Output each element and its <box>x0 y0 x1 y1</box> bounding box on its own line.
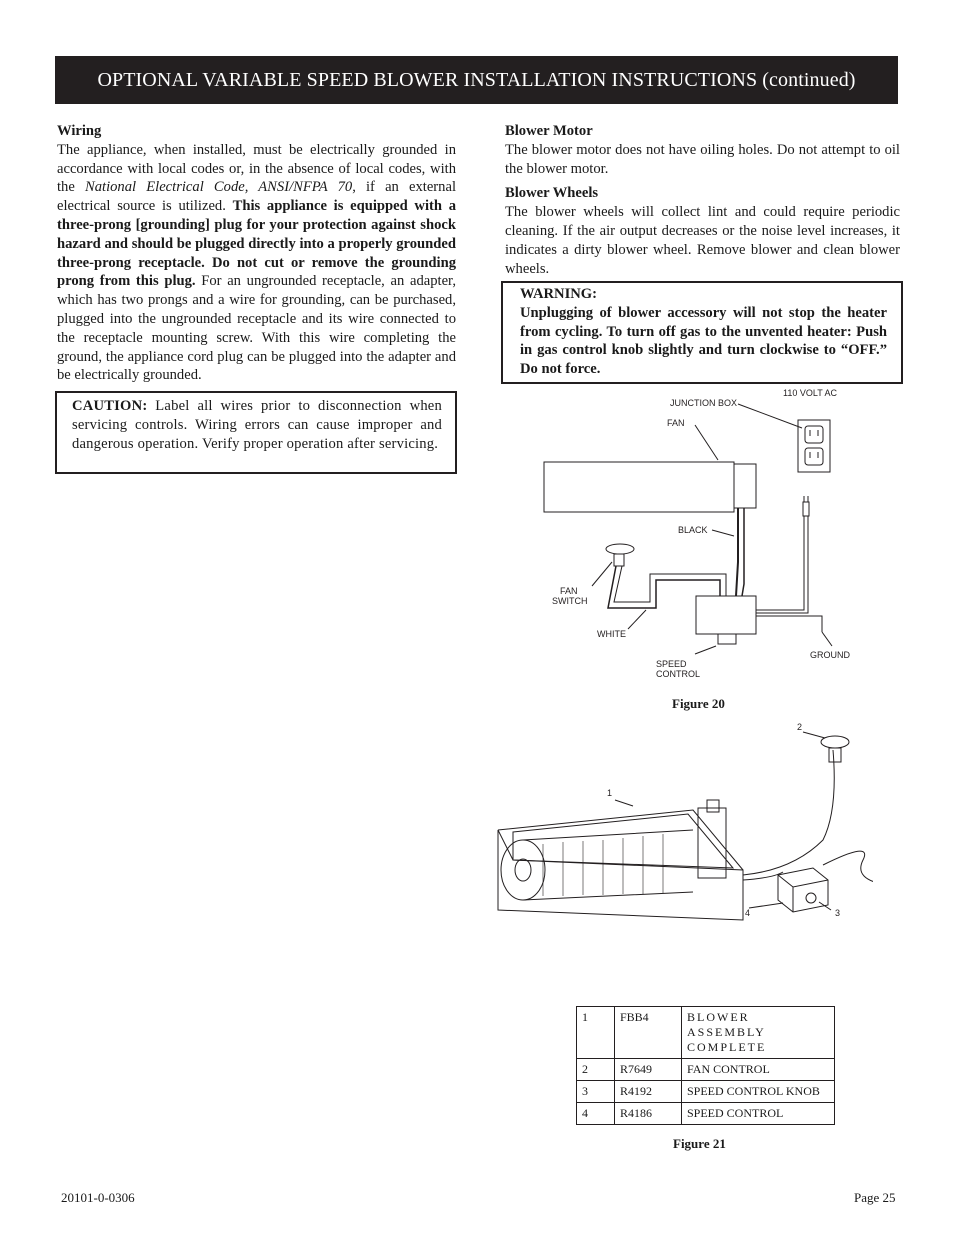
callout-2: 2 <box>797 722 803 732</box>
blower-motor-heading: Blower Motor <box>505 123 593 139</box>
label-ground: GROUND <box>810 650 850 660</box>
wiring-section <box>57 122 456 385</box>
label-junction-box: JUNCTION BOX <box>670 398 738 408</box>
label-speed-1: SPEED <box>656 659 687 669</box>
callout-3: 3 <box>835 908 841 918</box>
parts-table <box>576 1006 835 1125</box>
document-number: 20101-0-0306 <box>61 1190 135 1205</box>
part-description-cell: SPEED CONTROL <box>682 1103 835 1125</box>
wiring-diagram <box>540 384 860 684</box>
blower-motor-text: The blower motor does not have oiling holes. Do not attempt to oil the blower motor. <box>505 141 900 177</box>
part-number-cell: 4 <box>577 1103 615 1125</box>
part-number-cell: 2 <box>577 1059 615 1081</box>
label-fan-switch-1: FAN <box>560 586 578 596</box>
outlet-plate-shape <box>798 420 830 472</box>
caution-box <box>55 391 457 474</box>
part-description-cell: SPEED CONTROL KNOB <box>682 1081 835 1103</box>
part-code-cell: R4192 <box>615 1081 682 1103</box>
blower-wheels-heading: Blower Wheels <box>505 185 599 202</box>
table-row <box>577 1103 835 1125</box>
blower-maintenance-section <box>505 122 900 278</box>
table-row <box>577 1007 835 1059</box>
warning-box <box>501 281 903 384</box>
callout-1: 1 <box>607 788 613 798</box>
part-code-cell: R7649 <box>615 1059 682 1081</box>
part-number-cell: 1 <box>577 1007 615 1059</box>
junction-box-shape <box>734 464 756 508</box>
label-black: BLACK <box>678 525 708 535</box>
part-number-cell: 3 <box>577 1081 615 1103</box>
blower-assembly-illustration <box>493 720 873 930</box>
callout-4: 4 <box>745 908 751 918</box>
label-110-volt: 110 VOLT AC <box>783 388 838 398</box>
wiring-heading: Wiring <box>57 123 102 139</box>
warning-text: Unplugging of blower accessory will not stop the heater from cycling. To turn off gas to the unvented heater: Push in gas control knob slightly and turn clockwise to “OFF.” Do not force. <box>520 304 887 378</box>
warning-label: WARNING: <box>520 286 598 302</box>
warning-content <box>520 285 887 379</box>
control-box-shape <box>696 596 756 634</box>
page-title: OPTIONAL VARIABLE SPEED BLOWER INSTALLATION INSTRUCTIONS (continued) <box>97 68 856 91</box>
blower-wheels-text: The blower wheels will collect lint and could require periodic cleaning. If the air output decreases or the noise level increases, it indicates a dirty blower wheel. Remove blower and clean blower wheels. <box>505 204 900 277</box>
blower-housing-shape <box>544 462 734 512</box>
label-white: WHITE <box>597 629 626 639</box>
wiring-text: The appliance, when installed, must be electrically grounded in accordance with local codes or, in the absence of local codes, with the National Electrical Code, ANSI/NFPA 70, if an external electrical source is utilized. This appliance is equipped with a three-prong [grounding] plug for your protection against shock hazard and should be plugged directly into a properly grounded three-prong receptacle. Do not cut or remove the grounding prong from this plug. For an ungrounded receptacle, an adapter, which has two prongs and a wire for grounding, can be purchased, plugged into the ungrounded receptacle and its wire connected to the receptacle mounting screw. With this wire completing the ground, the appliance cord plug can be plugged into the adapter and be electrically grounded. <box>57 141 457 384</box>
label-fan-switch-2: SWITCH <box>552 596 588 606</box>
label-fan: FAN <box>667 418 685 428</box>
figure-21-caption: Figure 21 <box>673 1136 726 1151</box>
label-speed-2: CONTROL <box>656 669 701 679</box>
table-row <box>577 1081 835 1103</box>
page-header <box>55 56 898 104</box>
page-number: Page 25 <box>854 1190 896 1205</box>
part-code-cell: R4186 <box>615 1103 682 1125</box>
part-code-cell: FBB4 <box>615 1007 682 1059</box>
caution-text: CAUTION: Label all wires prior to disconnection when servicing controls. Wiring errors can cause improper and dangerous operation. Verify proper operation after servicing. <box>72 398 442 452</box>
table-row <box>577 1059 835 1081</box>
figure-20-caption: Figure 20 <box>672 696 725 711</box>
part-description-cell: FAN CONTROL <box>682 1059 835 1081</box>
part-description-cell: BLOWER ASSEMBLY COMPLETE <box>682 1007 835 1059</box>
